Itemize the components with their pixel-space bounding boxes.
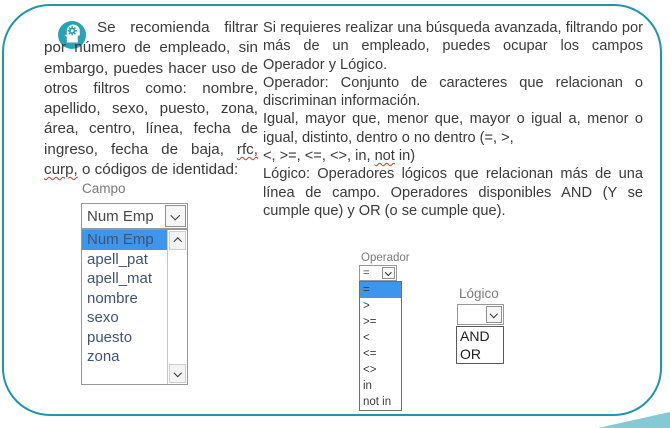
curp-term: curp, xyxy=(44,161,78,179)
list-item[interactable]: = xyxy=(360,282,401,298)
list-item[interactable]: > xyxy=(363,300,370,312)
chevron-down-icon xyxy=(171,210,180,219)
scroll-up-button[interactable] xyxy=(169,231,186,250)
logico-label: Lógico xyxy=(459,286,499,301)
operador-dropdown-button[interactable] xyxy=(382,267,395,279)
not-term: not xyxy=(374,148,395,165)
operador-options-list xyxy=(359,281,402,411)
list-item[interactable]: not in xyxy=(363,396,392,408)
campo-scrollbar[interactable] xyxy=(167,230,187,384)
list-item[interactable]: <> xyxy=(363,364,377,376)
operators-list-text: Igual, mayor que, menor que, mayor o igual a, menor o igual, distinto, dentro o no dentro (=, >, xyxy=(263,111,643,146)
advanced-search-text: Si requieres realizar una búsqueda avanzada, filtrando por más de un empleado, puedes ocupar los campos Operador y Lógico. xyxy=(263,20,643,73)
scroll-down-button[interactable] xyxy=(169,364,186,383)
chevron-down-icon xyxy=(174,369,182,377)
list-item[interactable]: >= xyxy=(363,316,377,328)
rfc-term: rfc, xyxy=(236,140,258,158)
list-item[interactable]: < xyxy=(363,332,370,344)
logico-select[interactable] xyxy=(457,304,504,325)
chevron-up-icon xyxy=(174,238,182,246)
campo-label: Campo xyxy=(82,181,126,196)
operators-symbols-text xyxy=(263,147,643,165)
campo-select[interactable] xyxy=(81,203,188,229)
operador-select-value: = xyxy=(363,267,370,279)
logico-options-list xyxy=(456,326,504,364)
chevron-down-icon xyxy=(385,269,391,275)
list-item[interactable]: puesto xyxy=(87,328,133,346)
list-item[interactable]: in xyxy=(363,380,372,392)
list-item[interactable]: sexo xyxy=(87,309,119,327)
intro-text-end: o códigos de identidad: xyxy=(77,161,239,179)
operador-label: Operador xyxy=(361,252,410,264)
list-item[interactable]: OR xyxy=(460,346,481,362)
list-item[interactable]: apell_pat xyxy=(87,250,148,268)
right-help-paragraphs xyxy=(263,19,643,220)
logico-dropdown-button[interactable] xyxy=(486,306,502,323)
list-item[interactable]: zona xyxy=(87,348,120,366)
operators-symbols-start: <, >=, <=, <>, in, xyxy=(263,148,375,165)
operators-symbols-end: in) xyxy=(394,148,416,165)
operador-select[interactable] xyxy=(359,265,397,281)
left-intro-paragraph xyxy=(44,18,258,180)
operador-definition-text: Operador: Conjunto de caracteres que relacionan o discriminan información. xyxy=(263,74,643,110)
list-item[interactable]: Num Emp xyxy=(82,230,168,250)
campo-select-value: Num Emp xyxy=(87,207,154,225)
chevron-down-icon xyxy=(490,310,498,318)
campo-dropdown-button[interactable] xyxy=(165,205,186,227)
intro-text: Se recomienda filtrar por número de empleado, sin embargo, puedes hacer uso de otros filtros como: nombre, apellido, sexo, puesto, zona, área, centro, línea, fecha de ingreso, fecha de baja, xyxy=(44,19,258,158)
list-item[interactable]: nombre xyxy=(87,289,138,307)
logico-definition-text: Lógico: Operadores lógicos que relacionan más de una línea de campo. Operadores disponibles AND (Y se cumple que) y OR (o se cumple que). xyxy=(263,166,643,219)
list-item[interactable]: apell_mat xyxy=(87,270,153,288)
list-item[interactable]: AND xyxy=(460,328,490,344)
logico-select-value xyxy=(463,305,481,324)
list-item[interactable]: <= xyxy=(363,348,377,360)
campo-options-list xyxy=(81,229,188,385)
